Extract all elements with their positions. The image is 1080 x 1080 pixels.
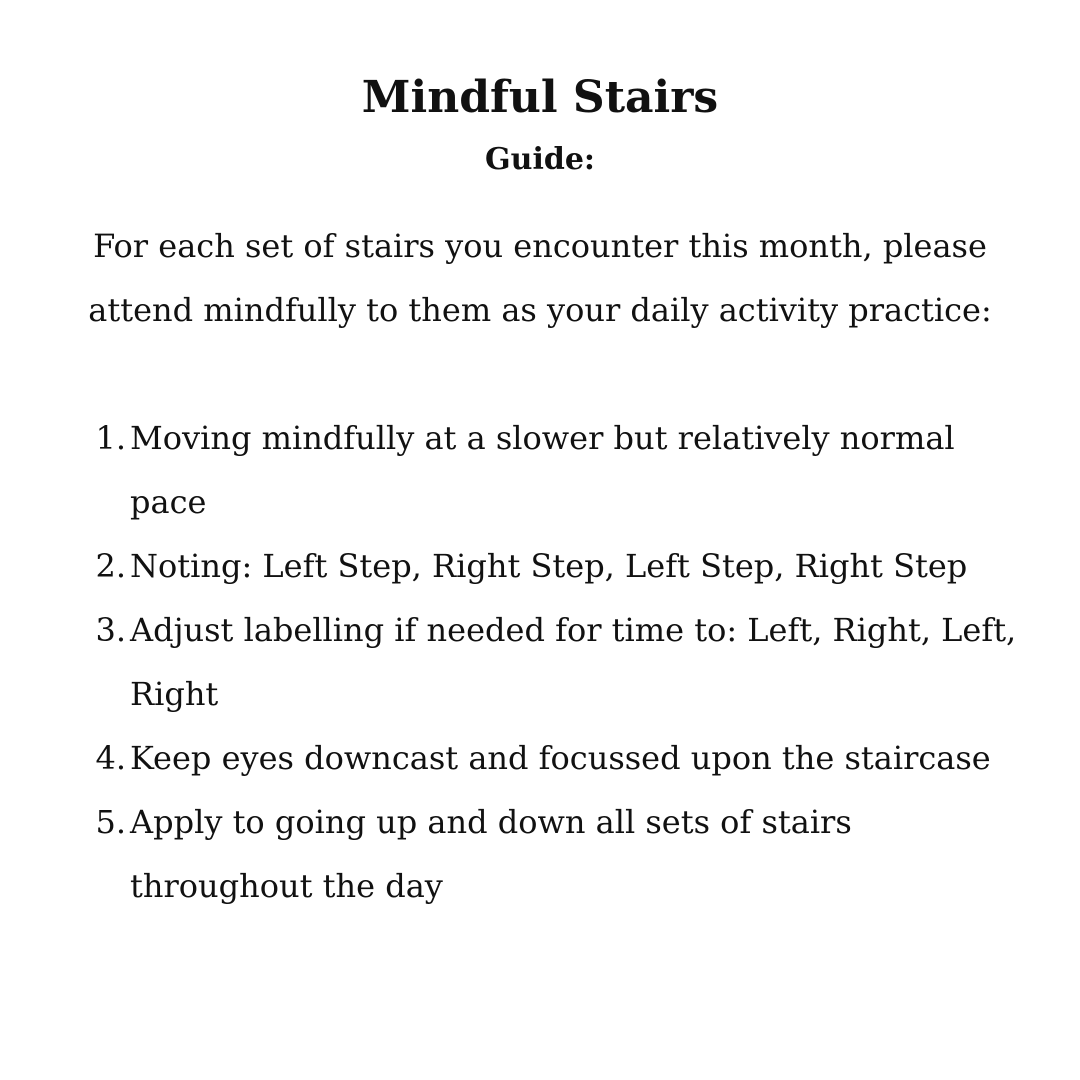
list-item-text: Adjust labelling if needed for time to: Left, Right, Left, Right	[130, 611, 1017, 713]
list-item-text: Keep eyes downcast and focussed upon the staircase	[130, 739, 991, 777]
list-item	[90, 726, 1020, 790]
steps-list	[90, 406, 1020, 918]
list-item	[90, 406, 1020, 534]
list-item-text: Moving mindfully at a slower but relatively normal pace	[130, 419, 955, 521]
intro-paragraph: For each set of stairs you encounter this month, please attend mindfully to them as your daily activity practice:	[88, 227, 992, 329]
list-item-number: 3.	[95, 611, 126, 649]
list-item	[90, 534, 1020, 598]
list-item-number: 5.	[95, 803, 126, 841]
list-item	[90, 790, 1020, 918]
page-subtitle: Guide:	[485, 142, 595, 177]
list-item	[90, 598, 1020, 726]
list-item-text: Noting: Left Step, Right Step, Left Step, Right Step	[130, 547, 968, 585]
page-title: Mindful Stairs	[361, 72, 719, 123]
list-item-number: 4.	[95, 739, 126, 777]
list-item-number: 2.	[95, 547, 126, 585]
list-item-number: 1.	[95, 419, 126, 457]
list-item-text: Apply to going up and down all sets of stairs throughout the day	[130, 803, 852, 905]
